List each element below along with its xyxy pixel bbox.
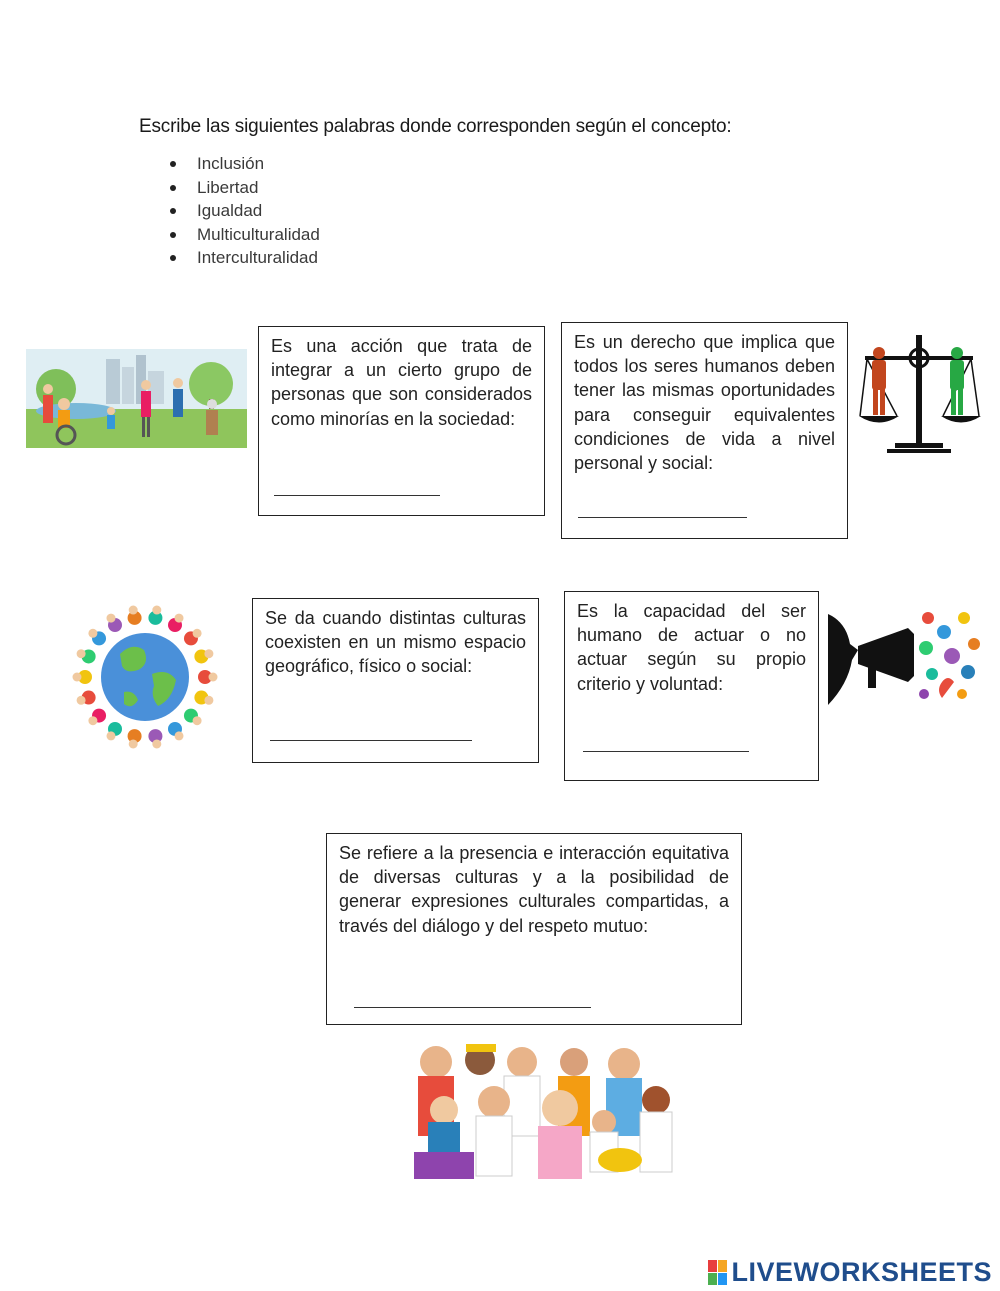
- definition-card-inclusion: [258, 326, 545, 516]
- answer-input-equality[interactable]: [578, 495, 747, 518]
- liveworksheets-logo-icon: [708, 1260, 727, 1285]
- definition-card-multiculturalism: [252, 598, 539, 763]
- children-globe-image: [72, 604, 218, 750]
- instructions-title: Escribe las siguientes palabras donde corresponden según el concepto:: [139, 116, 732, 137]
- definition-text: Es un derecho que implica que todos los seres humanos deben tener las mismas oportunidades para conseguir equivalentes condiciones de vida a nivel personal y social:: [574, 332, 835, 474]
- definition-text: Es una acción que trata de integrar a un cierto grupo de personas que son considerados como minorías en la sociedad:: [271, 336, 532, 429]
- brand-name: LIVEWORKSHEETS: [731, 1257, 992, 1287]
- definition-text: Se da cuando distintas culturas coexisten en un mismo espacio geográfico, físico o social:: [265, 608, 526, 677]
- definition-text: Se refiere a la presencia e interacción equitativa de diversas culturas y a la posibilidad de generar expresiones culturales compartidas, a través del diálogo y del respeto mutuo:: [339, 843, 729, 936]
- diverse-people-image: [414, 1042, 676, 1179]
- answer-input-inclusion[interactable]: [274, 473, 440, 496]
- inclusion-park-image: [26, 349, 247, 448]
- megaphone-image: [828, 604, 982, 705]
- definition-text: Es la capacidad del ser humano de actuar o no actuar según su propio criterio y voluntad:: [577, 601, 806, 694]
- word-list: [170, 152, 320, 270]
- word-list-item: Inclusión: [170, 152, 320, 176]
- word-list-item: Igualdad: [170, 199, 320, 223]
- word-list-item: Libertad: [170, 176, 320, 200]
- answer-input-freedom[interactable]: [583, 729, 749, 752]
- definition-card-interculturalism: [326, 833, 742, 1025]
- word-list-item: Interculturalidad: [170, 246, 320, 270]
- word-list-item: Multiculturalidad: [170, 223, 320, 247]
- answer-input-interculturalism[interactable]: [354, 985, 591, 1008]
- definition-card-freedom: [564, 591, 819, 781]
- balance-scale-image: [857, 331, 982, 456]
- answer-input-multiculturalism[interactable]: [270, 718, 472, 741]
- definition-card-equality: [561, 322, 848, 539]
- liveworksheets-brand: [708, 1257, 992, 1288]
